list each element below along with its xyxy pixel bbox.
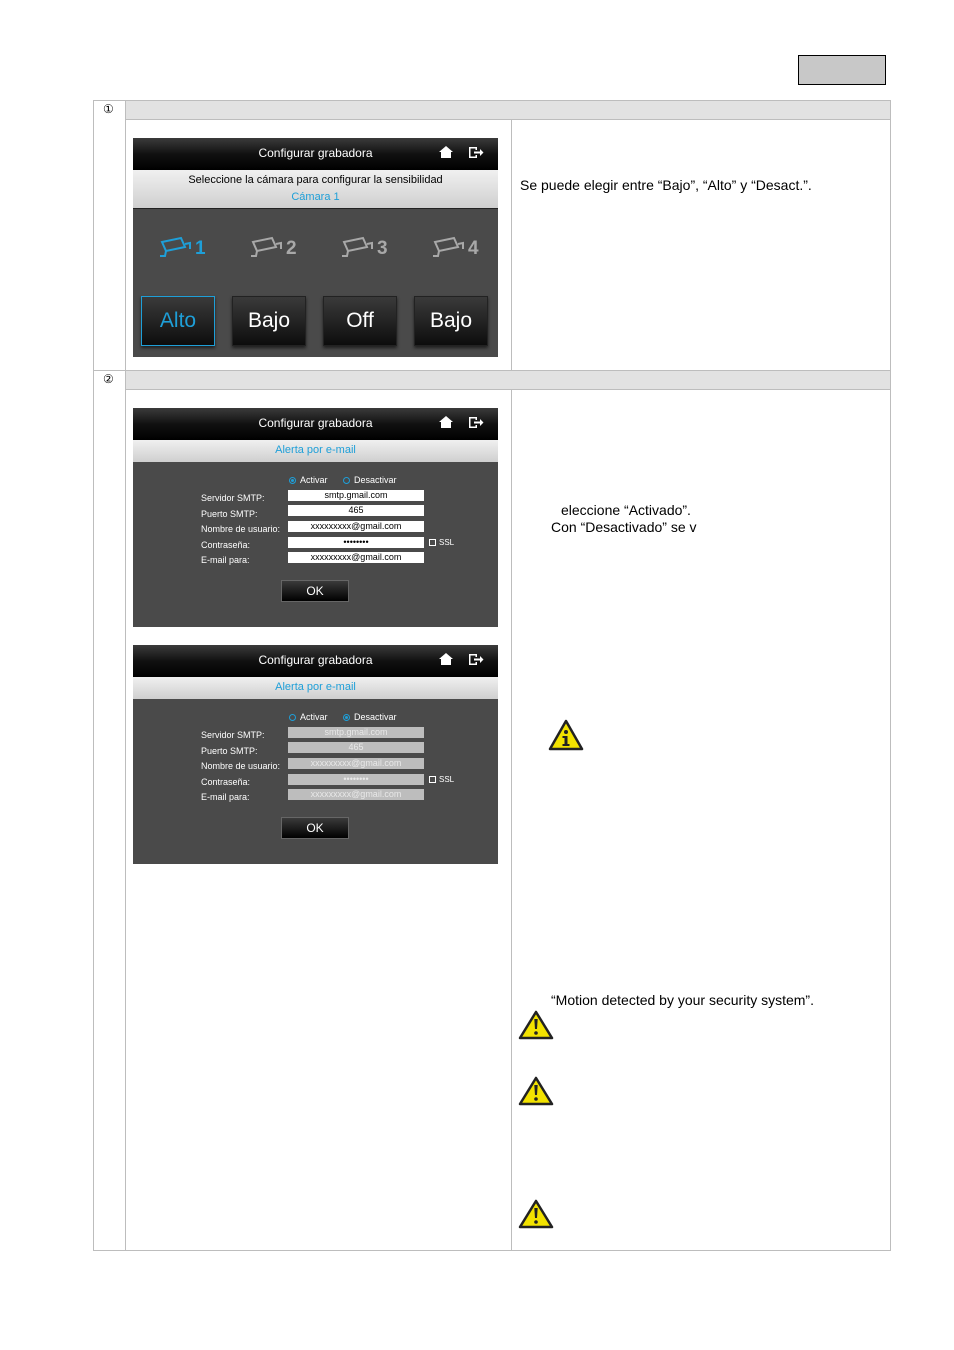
screen-title-bar (133, 645, 498, 677)
table-right-border (890, 100, 891, 1251)
radio-unselected-icon (343, 477, 350, 484)
smtp-server-field: smtp.gmail.com (288, 727, 424, 738)
checkbox-icon (429, 539, 436, 546)
selected-camera-label: Cámara 1 (291, 191, 340, 203)
sensitivity-button-camera-3[interactable]: Off (323, 296, 397, 346)
section-1-bar-border (126, 119, 890, 120)
section-1-number: ① (103, 102, 114, 116)
smtp-port-field[interactable]: 465 (288, 505, 424, 516)
deactivate-label: Desactivar (354, 475, 397, 485)
warning-icon (518, 1199, 554, 1229)
camera-number: 4 (468, 238, 479, 259)
subtitle-panel (133, 440, 498, 462)
camera-number: 1 (195, 238, 206, 259)
email-to-label: E-mail para: (201, 555, 250, 565)
motion-subject-text: “Motion detected by your security system”. (551, 992, 814, 1008)
camera-prompt-panel (133, 170, 498, 208)
password-field: •••••••• (288, 774, 424, 785)
deactivated-text: Con “Desactivado” se v (551, 519, 697, 535)
email-to-label: E-mail para: (201, 792, 250, 802)
exit-icon[interactable] (468, 416, 484, 429)
warning-icon (518, 1076, 554, 1106)
table-left-border (93, 100, 94, 1251)
number-column-divider (125, 100, 126, 1251)
smtp-port-field: 465 (288, 742, 424, 753)
screen-title: Configurar grabadora (258, 653, 373, 667)
home-icon[interactable] (439, 146, 453, 158)
camera-2-selector[interactable] (250, 234, 296, 262)
camera-icon (432, 236, 466, 258)
email-to-field[interactable]: xxxxxxxxx@gmail.com (288, 552, 424, 563)
ssl-checkbox[interactable] (429, 775, 454, 784)
smtp-server-label: Servidor SMTP: (201, 493, 265, 503)
sensitivity-button-camera-1[interactable]: Alto (141, 296, 215, 346)
home-icon[interactable] (439, 416, 453, 428)
radio-selected-icon (343, 714, 350, 721)
smtp-port-label: Puerto SMTP: (201, 509, 258, 519)
exit-icon[interactable] (468, 653, 484, 666)
activate-label: Activar (300, 475, 328, 485)
content-column-divider (511, 119, 512, 371)
section-1-bar (126, 101, 890, 119)
password-label: Contraseña: (201, 777, 251, 787)
email-alert-screen-activated (133, 408, 498, 627)
smtp-port-label: Puerto SMTP: (201, 746, 258, 756)
home-icon[interactable] (439, 653, 453, 665)
camera-number: 3 (377, 238, 388, 259)
username-field: xxxxxxxxx@gmail.com (288, 758, 424, 769)
ssl-label: SSL (439, 775, 455, 784)
activate-radio[interactable] (289, 475, 328, 485)
password-label: Contraseña: (201, 540, 251, 550)
content-column-divider (511, 389, 512, 1251)
screen-title: Configurar grabadora (258, 416, 373, 430)
language-header-box (798, 55, 886, 85)
activate-radio[interactable] (289, 712, 328, 722)
table-bottom-border (93, 1250, 891, 1251)
sensitivity-options-text: Se puede elegir entre “Bajo”, “Alto” y “Desact.”. (520, 177, 812, 193)
ok-button[interactable]: OK (281, 817, 349, 839)
screen-title: Configurar grabadora (258, 146, 373, 160)
camera-icon (250, 236, 284, 258)
smtp-server-label: Servidor SMTP: (201, 730, 265, 740)
deactivate-label: Desactivar (354, 712, 397, 722)
radio-unselected-icon (289, 714, 296, 721)
camera-number: 2 (286, 238, 297, 259)
warning-icon (518, 1010, 554, 1040)
ssl-label: SSL (439, 538, 455, 547)
camera-prompt: Seleccione la cámara para configurar la sensibilidad (188, 174, 443, 186)
section-2-bar (126, 371, 890, 389)
camera-1-selector[interactable] (159, 234, 205, 262)
camera-4-selector[interactable] (432, 234, 478, 262)
deactivate-radio[interactable] (343, 712, 397, 722)
ssl-checkbox[interactable] (429, 538, 454, 547)
username-field[interactable]: xxxxxxxxx@gmail.com (288, 521, 424, 532)
sensitivity-button-camera-2[interactable]: Bajo (232, 296, 306, 346)
section-2-number: ② (103, 372, 114, 386)
sensitivity-button-camera-4[interactable]: Bajo (414, 296, 488, 346)
email-to-field: xxxxxxxxx@gmail.com (288, 789, 424, 800)
sensitivity-screen (133, 138, 498, 357)
smtp-server-field[interactable]: smtp.gmail.com (288, 490, 424, 501)
select-activated-text: eleccione “Activado”. (561, 502, 691, 518)
camera-icon (159, 236, 193, 258)
screen-subtitle: Alerta por e-mail (275, 444, 356, 456)
email-alert-screen-deactivated (133, 645, 498, 864)
password-field[interactable]: •••••••• (288, 537, 424, 548)
deactivate-radio[interactable] (343, 475, 397, 485)
screen-title-bar (133, 138, 498, 170)
info-icon (548, 719, 584, 751)
radio-selected-icon (289, 477, 296, 484)
exit-icon[interactable] (468, 146, 484, 159)
username-label: Nombre de usuario: (201, 524, 281, 534)
camera-icon (341, 236, 375, 258)
ok-button[interactable]: OK (281, 580, 349, 602)
checkbox-icon (429, 776, 436, 783)
screen-title-bar (133, 408, 498, 440)
screen-subtitle: Alerta por e-mail (275, 681, 356, 693)
activate-label: Activar (300, 712, 328, 722)
subtitle-panel (133, 677, 498, 699)
camera-3-selector[interactable] (341, 234, 387, 262)
username-label: Nombre de usuario: (201, 761, 281, 771)
panel-divider (133, 208, 498, 209)
section-2-bar-border (126, 389, 890, 390)
